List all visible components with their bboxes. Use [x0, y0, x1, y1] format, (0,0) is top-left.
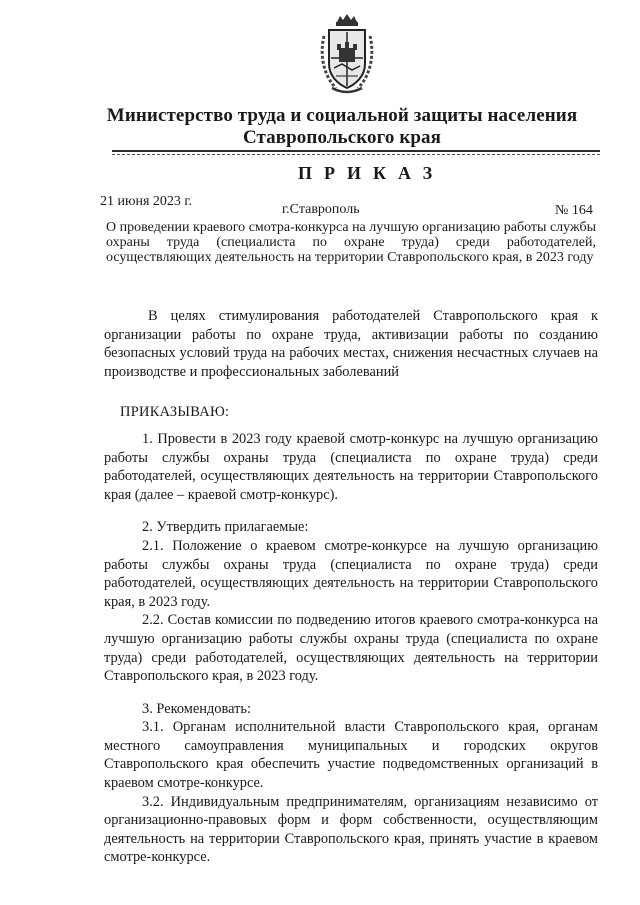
preamble-paragraph: В целях стимулирования работодателей Ставропольского края к организации работы по охране труда, активизации работы по созданию безопасных условий труда на рабочих местах, снижения несчастных случаев на производстве и профессиональных заболеваний	[104, 308, 598, 380]
document-date: 21 июня 2023 г.	[100, 194, 193, 209]
paragraph-3: 3. Рекомендовать:	[142, 700, 251, 717]
ministry-name-line-2: Ставропольского края	[242, 127, 442, 148]
document-body	[104, 307, 598, 867]
document-city: г.Ставрополь	[282, 202, 360, 217]
document-number: № 164	[555, 203, 593, 218]
paragraph-3-2: 3.2. Индивидуальным предпринимателям, организациям независимо от организационно-правовых форм и форм собственности, осуществляющим деятельность на территории Ставропольского края, принять участие в краевом смотре-конкурсе.	[104, 793, 598, 866]
paragraph-2-2: 2.2. Состав комиссии по подведению итогов краевого смотра-конкурса на лучшую организацию работы службы охраны труда (специалиста по охране труда) среди работодателей, осуществляющих деятельность на территории Ставропольского края, в 2023 году.	[104, 612, 598, 685]
document-type-heading: ПРИКАЗ	[298, 163, 445, 183]
paragraph-2-1: 2.1. Положение о краевом смотре-конкурсе на лучшую организацию работы службы охраны труда (специалиста по охране труда) среди работодателей, осуществляющих деятельность на территории Ставропольского края, в 2023 году.	[104, 537, 598, 610]
paragraph-1: 1. Провести в 2023 году краевой смотр-конкурс на лучшую организацию работы службы охраны труда (специалиста по охране труда) среди работодателей, осуществляющих деятельность на территории Ставропольского края (далее – краевой смотр-конкурс).	[104, 430, 598, 503]
paragraph-3-1: 3.1. Органам исполнительной власти Ставропольского края, органам местного самоуправления муниципальных и городских округов Ставропольского края обеспечить участие подведомственных организаций в краевом смотре-конкурсе.	[104, 719, 598, 792]
header-rule-dashed	[112, 154, 600, 155]
document-subject: О проведении краевого смотра-конкурса на лучшую организацию работы службы охраны труда (специалиста по охране труда) среди работодателей, осуществляющих деятельность на территории Ставропольского края, в 2023 году	[106, 220, 596, 265]
ministry-name-line-1: Министерство труда и социальной защиты населения	[106, 105, 578, 126]
paragraph-2: 2. Утвердить прилагаемые:	[142, 519, 309, 536]
order-word: ПРИКАЗЫВАЮ:	[120, 404, 230, 421]
header-rule	[112, 150, 600, 152]
coat-of-arms-icon	[318, 12, 376, 96]
